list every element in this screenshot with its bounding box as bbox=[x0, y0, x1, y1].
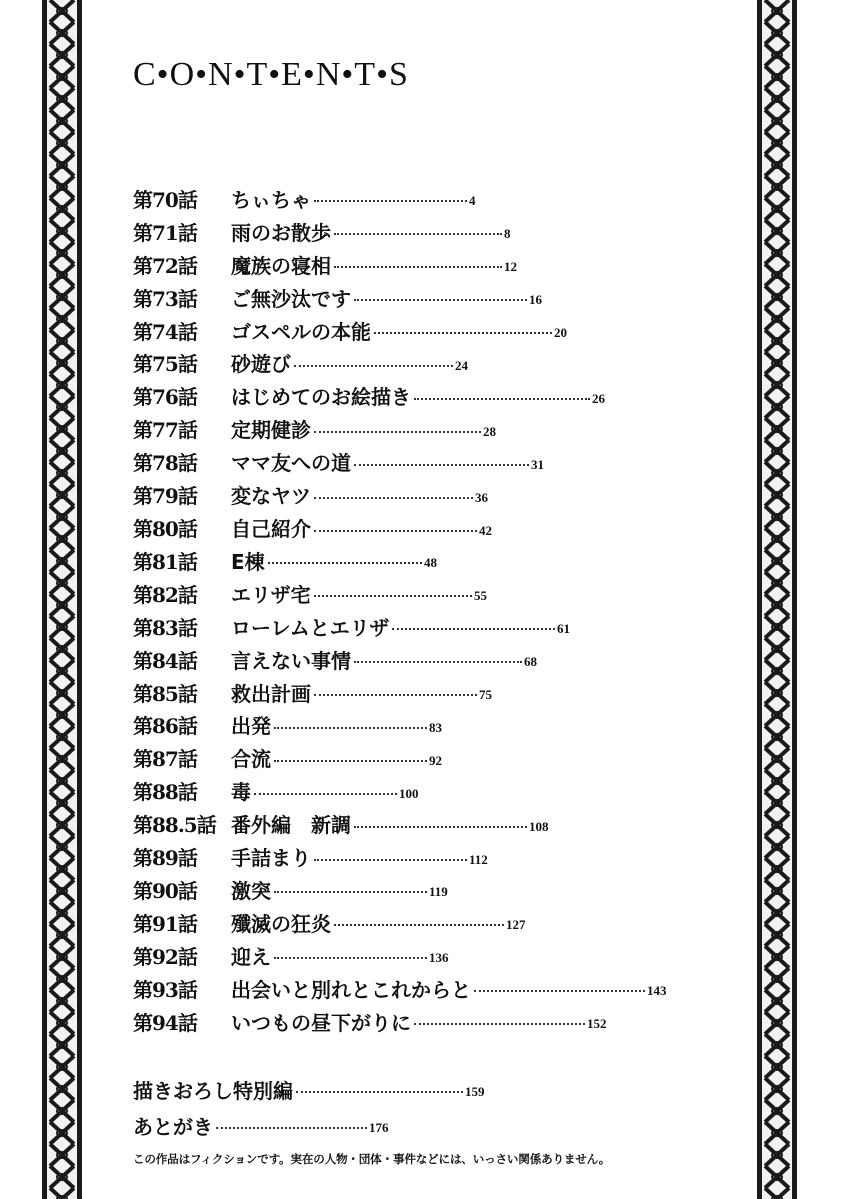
chapter-entry[interactable] bbox=[133, 577, 693, 610]
chapter-title: 激突 bbox=[231, 878, 271, 903]
chapter-title: 自己紹介 bbox=[231, 517, 311, 542]
chapter-entry[interactable] bbox=[133, 676, 693, 709]
chapter-number: 第71話 bbox=[133, 220, 197, 245]
chapter-entry[interactable] bbox=[133, 774, 693, 807]
dot-leader bbox=[474, 990, 645, 992]
chapter-entry[interactable] bbox=[133, 445, 693, 478]
chain-pattern-left bbox=[42, 0, 82, 1199]
chapter-entry[interactable] bbox=[133, 281, 693, 314]
chapter-entry[interactable] bbox=[133, 379, 693, 412]
chapter-title: 雨のお散歩 bbox=[231, 220, 331, 245]
chapter-number: 第89話 bbox=[133, 846, 197, 871]
dot-leader bbox=[414, 1023, 585, 1025]
dot-leader bbox=[274, 957, 427, 959]
extra-page-number: 159 bbox=[465, 1084, 485, 1099]
dot-leader bbox=[254, 793, 397, 795]
chapter-number: 第90話 bbox=[133, 878, 197, 903]
dot-leader bbox=[374, 332, 552, 334]
chapter-entry[interactable] bbox=[133, 610, 693, 643]
chapter-entry[interactable] bbox=[133, 347, 693, 380]
chapter-page-number: 8 bbox=[504, 226, 511, 242]
chapter-entry[interactable] bbox=[133, 544, 693, 577]
chapter-title: E棟 bbox=[231, 549, 265, 574]
dot-leader bbox=[314, 595, 472, 597]
extra-entry[interactable] bbox=[133, 1071, 693, 1107]
chapter-entry[interactable] bbox=[133, 906, 693, 939]
dot-leader bbox=[314, 497, 473, 499]
chapter-title: 救出計画 bbox=[231, 681, 311, 706]
chapter-entry[interactable] bbox=[133, 1005, 693, 1038]
chapter-number: 第82話 bbox=[133, 582, 197, 607]
chapter-page-number: 28 bbox=[483, 423, 496, 439]
chapter-page-number: 112 bbox=[469, 851, 488, 867]
chapter-title: 砂遊び bbox=[231, 352, 291, 377]
dot-leader bbox=[314, 200, 467, 202]
chapter-title: 出会いと別れとこれからと bbox=[231, 977, 471, 1002]
chapter-page-number: 152 bbox=[587, 1016, 607, 1032]
dot-leader bbox=[294, 365, 453, 367]
dot-leader bbox=[392, 628, 555, 630]
chapter-page-number: 4 bbox=[469, 193, 476, 209]
chapter-number: 第75話 bbox=[133, 352, 197, 377]
chapter-title: 毒 bbox=[231, 780, 251, 805]
chapter-page-number: 119 bbox=[429, 884, 448, 900]
chapter-number: 第88.5話 bbox=[133, 813, 216, 838]
chapter-number: 第80話 bbox=[133, 517, 197, 542]
chapter-entry[interactable] bbox=[133, 511, 693, 544]
chapter-number: 第85話 bbox=[133, 681, 197, 706]
chapter-page-number: 42 bbox=[479, 522, 492, 538]
decorative-chain-border-left bbox=[42, 0, 82, 1199]
chapter-number: 第94話 bbox=[133, 1010, 197, 1035]
chapter-title: 定期健診 bbox=[231, 418, 311, 443]
chapter-page-number: 12 bbox=[504, 259, 517, 275]
chapter-title: ご無沙汰です bbox=[231, 286, 351, 311]
dot-leader bbox=[414, 398, 590, 400]
chapter-page-number: 36 bbox=[475, 489, 488, 505]
chapter-title: 変なヤツ bbox=[231, 484, 311, 509]
chapter-page-number: 143 bbox=[647, 983, 667, 999]
chain-pattern-right bbox=[757, 0, 797, 1199]
chapter-page-number: 48 bbox=[424, 555, 437, 571]
chapter-title: ローレムとエリザ bbox=[231, 615, 390, 640]
chapter-entry[interactable] bbox=[133, 314, 693, 347]
chapter-page-number: 127 bbox=[506, 917, 526, 933]
decorative-chain-border-right bbox=[757, 0, 797, 1199]
chapter-number: 第77話 bbox=[133, 418, 197, 443]
dot-leader bbox=[314, 530, 477, 532]
chapter-number: 第87話 bbox=[133, 747, 197, 772]
dot-leader bbox=[354, 299, 527, 301]
chapter-entry[interactable] bbox=[133, 412, 693, 445]
extra-title: あとがき bbox=[133, 1114, 213, 1139]
chapter-number: 第88話 bbox=[133, 780, 197, 805]
chapter-title: 手詰まり bbox=[231, 846, 311, 871]
dot-leader bbox=[354, 464, 529, 466]
chapter-page-number: 61 bbox=[557, 621, 570, 637]
extras-list bbox=[133, 1071, 693, 1143]
chapter-title: はじめてのお絵描き bbox=[231, 385, 411, 410]
chapter-page-number: 55 bbox=[474, 588, 487, 604]
chapter-page-number: 136 bbox=[429, 950, 449, 966]
chapter-entry[interactable] bbox=[133, 709, 693, 742]
dot-leader bbox=[268, 562, 422, 564]
contents-title: C•O•N•T•E•N•T•S bbox=[133, 56, 409, 93]
chapter-page-number: 26 bbox=[592, 390, 605, 406]
chapter-title: エリザ宅 bbox=[231, 582, 311, 607]
chapter-number: 第91話 bbox=[133, 911, 197, 936]
dot-leader bbox=[354, 661, 522, 663]
extra-entry[interactable] bbox=[133, 1107, 693, 1143]
chapter-title: ゴスペルの本能 bbox=[231, 319, 371, 344]
chapter-entry[interactable] bbox=[133, 741, 693, 774]
chapter-number: 第81話 bbox=[133, 549, 197, 574]
chapter-number: 第76話 bbox=[133, 385, 197, 410]
chapter-title: 魔族の寝相 bbox=[231, 253, 331, 278]
dot-leader bbox=[296, 1091, 463, 1093]
dot-leader bbox=[334, 266, 502, 268]
chapter-title: ちぃちゃ bbox=[231, 187, 311, 212]
chapter-page-number: 31 bbox=[531, 456, 544, 472]
chapter-entry[interactable] bbox=[133, 182, 693, 215]
chapter-number: 第72話 bbox=[133, 253, 197, 278]
dot-leader bbox=[314, 431, 481, 433]
chapter-title: 迎え bbox=[231, 944, 271, 969]
extra-title: 描きおろし特別編 bbox=[133, 1078, 293, 1103]
chapter-entry[interactable] bbox=[133, 643, 693, 676]
chapter-number: 第93話 bbox=[133, 977, 197, 1002]
dot-leader bbox=[314, 859, 467, 861]
chapter-number: 第83話 bbox=[133, 615, 197, 640]
chapter-number: 第86話 bbox=[133, 714, 197, 739]
chapter-number: 第84話 bbox=[133, 648, 197, 673]
chapter-number: 第74話 bbox=[133, 319, 197, 344]
dot-leader bbox=[314, 694, 477, 696]
extra-page-number: 176 bbox=[369, 1120, 389, 1135]
chapter-page-number: 16 bbox=[529, 292, 542, 308]
dot-leader bbox=[334, 233, 502, 235]
chapter-page-number: 75 bbox=[479, 687, 492, 703]
chapter-page-number: 20 bbox=[554, 325, 567, 341]
chapter-page-number: 68 bbox=[524, 654, 537, 670]
chapter-number: 第70話 bbox=[133, 187, 197, 212]
chapter-entry[interactable] bbox=[133, 807, 693, 840]
chapter-page-number: 92 bbox=[429, 752, 442, 768]
chapter-page-number: 100 bbox=[399, 785, 419, 801]
chapter-title: 言えない事情 bbox=[231, 648, 351, 673]
chapter-entry[interactable] bbox=[133, 939, 693, 972]
chapter-entry[interactable] bbox=[133, 215, 693, 248]
dot-leader bbox=[274, 727, 427, 729]
chapter-number: 第79話 bbox=[133, 484, 197, 509]
chapter-page-number: 108 bbox=[529, 818, 549, 834]
chapter-entry[interactable] bbox=[133, 248, 693, 281]
chapter-entry[interactable] bbox=[133, 873, 693, 906]
chapter-title: 出発 bbox=[231, 714, 271, 739]
dot-leader bbox=[334, 924, 504, 926]
chapter-title: ママ友への道 bbox=[231, 451, 351, 476]
chapter-entry[interactable] bbox=[133, 478, 693, 511]
chapter-number: 第92話 bbox=[133, 944, 197, 969]
chapter-number: 第78話 bbox=[133, 451, 197, 476]
chapter-title: 番外編 新調 bbox=[231, 813, 351, 838]
chapter-page-number: 24 bbox=[455, 357, 468, 373]
chapter-page-number: 83 bbox=[429, 719, 442, 735]
dot-leader bbox=[354, 826, 527, 828]
chapter-title: 殲滅の狂炎 bbox=[231, 911, 331, 936]
chapter-entry[interactable] bbox=[133, 840, 693, 873]
dot-leader bbox=[274, 891, 427, 893]
chapter-title: いつもの昼下がりに bbox=[231, 1010, 411, 1035]
dot-leader bbox=[274, 760, 427, 762]
fiction-disclaimer: この作品はフィクションです。実在の人物・団体・事件などには、いっさい関係ありません。 bbox=[133, 1152, 611, 1166]
chapter-title: 合流 bbox=[231, 747, 271, 772]
chapter-number: 第73話 bbox=[133, 286, 197, 311]
chapter-list bbox=[133, 182, 693, 1038]
dot-leader bbox=[216, 1127, 367, 1129]
chapter-entry[interactable] bbox=[133, 972, 693, 1005]
